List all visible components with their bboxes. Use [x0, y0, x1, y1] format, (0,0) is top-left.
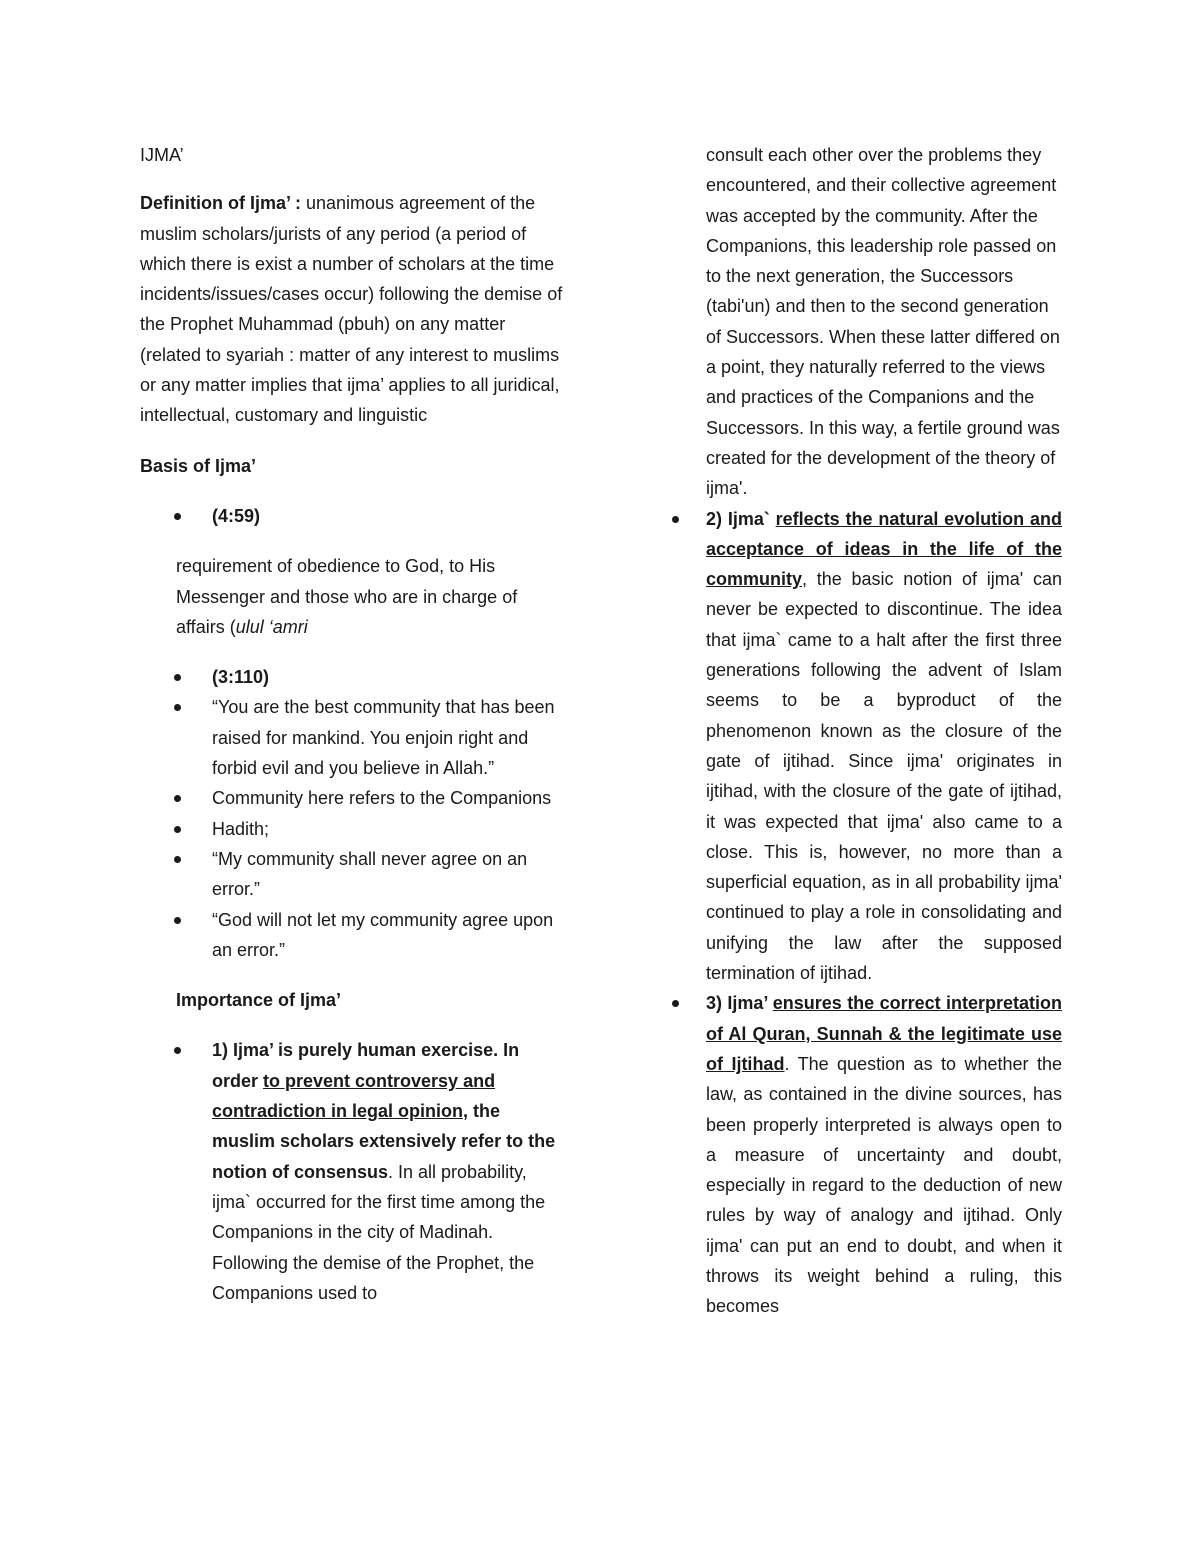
- bullet-icon: [672, 516, 679, 523]
- left-column: [140, 140, 565, 1308]
- importance-list: [140, 1035, 565, 1308]
- bullet-icon: [672, 1000, 679, 1007]
- point-3-underlined: ensures the correct interpretation of Al Quran, Sunnah & the legitimate use of Ijtihad: [706, 993, 1062, 1074]
- importance-point-1: [140, 1035, 565, 1308]
- importance-point-2: [706, 504, 1062, 989]
- document-title: IJMA’: [140, 145, 184, 165]
- basis-list-1: [140, 501, 565, 531]
- bullet-icon: [174, 826, 181, 833]
- list-item: [140, 905, 565, 966]
- definition-text: unanimous agreement of the muslim scholars/jurists of any period (a period of which there is exist a number of scholars at the time incidents/issues/cases occur) following the demise of the Prophet Muhammad (pbuh) on any matter (related to syariah : matter of any interest to muslims or any matter implies that ijma’ applies to all juridical, intellectual, customary and linguistic: [140, 193, 563, 426]
- point-1-lead: 1) Ijma’ is purely human exercise. In order: [212, 1040, 520, 1091]
- hadith-label: Hadith;: [212, 818, 270, 839]
- basis-list-2: [140, 662, 565, 965]
- bullet-icon: [174, 704, 181, 711]
- list-item: [140, 692, 565, 783]
- importance-list-continued: [706, 504, 1062, 1322]
- verse-4-59-explanation: [140, 551, 565, 642]
- definition-paragraph: [140, 188, 565, 430]
- bullet-icon: [174, 917, 181, 924]
- importance-point-3: [706, 988, 1062, 1321]
- point-1-continued: consult each other over the problems they encountered, and their collective agreement was accepted by the community. After the Companions, this leadership role passed on to the next generation, the Successors (tabi'un) and then to the second generation of Successors. When these latter differed on a point, they naturally referred to the views and practices of the Companions and the Successors. In this way, a fertile ground was created for the development of the theory of ijma'.: [706, 145, 1060, 499]
- list-item: [140, 501, 565, 531]
- list-item: [140, 783, 565, 813]
- bullet-icon: [174, 674, 181, 681]
- definition-label: Definition of Ijma’ :: [140, 193, 301, 214]
- point-1-underlined: to prevent controversy and contradiction in legal opinion: [212, 1070, 496, 1122]
- point-1-text: . In all probability, ijma` occurred for the first time among the Companions in the city of Madinah. Following the demise of the Prophet, the Companions used to: [212, 1161, 546, 1303]
- verse-ref-3-110: (3:110): [212, 667, 270, 688]
- verse-ref-4-59: (4:59): [212, 505, 261, 526]
- list-item: [140, 814, 565, 844]
- importance-heading: Importance of Ijma’: [176, 990, 342, 1011]
- point-2-underlined: reflects the natural evolution and acceptance of ideas in the life of the community: [706, 508, 1062, 590]
- point-2-text: , the basic notion of ijma' can never be expected to discontinue. The idea that ijma` came to a halt after the first three generations following the advent of Islam seems to be a byproduct of the phenomenon known as the closure of the gate of ijtihad. Since ijma' originates in ijtihad, with the closure of the gate of ijtihad, it was expected that ijma' also came to a close. This is, however, no more than a superficial equation, as in all probability ijma' continued to play a role in consolidating and unifying the law after the supposed termination of ijtihad.: [706, 569, 1062, 984]
- hadith-quote-1: “My community shall never agree on an error.”: [212, 848, 528, 900]
- bullet-icon: [174, 513, 181, 520]
- verse-3-110-quote: “You are the best community that has been raised for mankind. You enjoin right and forbid evil and you believe in Allah.”: [212, 697, 555, 779]
- point-3-lead: 3) Ijma’: [706, 993, 773, 1014]
- community-note: Community here refers to the Companions: [212, 788, 552, 809]
- point-2-lead: 2) Ijma`: [706, 508, 776, 529]
- list-item: [140, 844, 565, 905]
- list-item: [140, 662, 565, 692]
- bullet-icon: [174, 856, 181, 863]
- bullet-icon: [174, 1047, 181, 1054]
- verse-4-59-text: requirement of obedience to God, to His Messenger and those who are in charge of affairs (: [176, 556, 518, 637]
- bullet-icon: [174, 795, 181, 802]
- point-3-text: . The question as to whether the law, as contained in the divine sources, has been properly interpreted is always open to a measure of uncertainty and doubt, especially in regard to the deduction of new rules by way of analogy and ijtihad. Only ijma' can put an end to doubt, and when it throws its weight behind a ruling, this becomes: [706, 1053, 1062, 1317]
- right-column: [706, 140, 1062, 1322]
- point-1-bold-rest: , the muslim scholars extensively refer to the notion of consensus: [212, 1101, 556, 1182]
- ulul-amri-term: ulul ‘amri: [235, 616, 308, 637]
- hadith-quote-2: “God will not let my community agree upon an error.”: [212, 909, 554, 960]
- basis-heading: Basis of Ijma’: [140, 455, 257, 476]
